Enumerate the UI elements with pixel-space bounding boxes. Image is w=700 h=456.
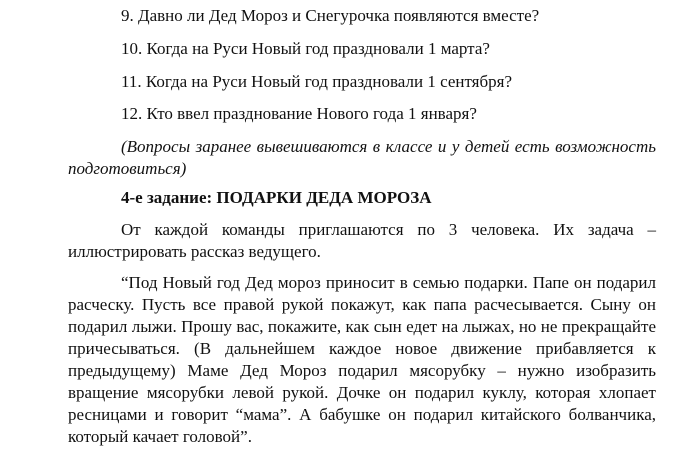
question-12: 12. Кто ввел празднование Нового года 1 января? [121,104,477,123]
question-10: 10. Когда на Руси Новый год праздновали 1 марта? [121,39,490,58]
questions-note: (Вопросы заранее вывешиваются в классе и у детей есть возможность подготовиться) [68,137,656,178]
question-9: 9. Давно ли Дед Мороз и Снегурочка появляются вместе? [121,6,540,25]
story-paragraph: “Под Новый год Дед мороз приносит в семью подарки. Папе он подарил расческу. Пусть все правой рукой покажут, как папа расчесывается. Сыну он подарил лыжи. Прошу вас, покажите, как сын едет на лыжах, но не прекращайте причесываться. (В дальнейшем каждое новое движение прибавляется к предыдущему) Маме Дед Мороз подарил мясорубку – нужно изобразить вращение мясорубки левой рукой. Дочке он подарил куклу, которая хлопает ресницами и говорит “мама”. А бабушке он подарил китайского болванчика, который качает головой”. [68,273,656,446]
question-11: 11. Когда на Руси Новый год праздновали 1 сентября? [121,72,513,91]
task-heading: 4-е задание: ПОДАРКИ ДЕДА МОРОЗА [121,188,432,207]
intro-paragraph: От каждой команды приглашаются по 3 человека. Их задача – иллюстрировать рассказ ведущего. [68,220,656,261]
